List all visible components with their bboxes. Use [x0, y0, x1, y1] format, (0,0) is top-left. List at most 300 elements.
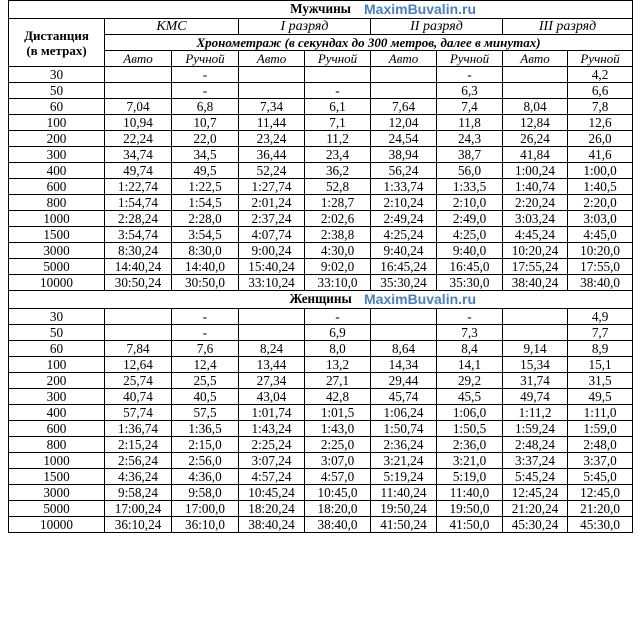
- rank-header-kms: КМС: [105, 19, 239, 35]
- subcol-manual: Ручной: [568, 51, 633, 67]
- time-cell: 1:06,24: [371, 405, 437, 421]
- distance-cell: 600: [9, 179, 105, 195]
- time-cell: 41:50,24: [371, 517, 437, 533]
- time-cell: 3:07,0: [305, 453, 371, 469]
- time-cell: 4,9: [568, 309, 633, 325]
- men-row: [9, 211, 633, 227]
- time-cell: 7,04: [105, 99, 172, 115]
- time-cell: 6,1: [305, 99, 371, 115]
- time-cell: 2:49,24: [371, 211, 437, 227]
- time-cell: 1:00,0: [568, 163, 633, 179]
- time-cell: 49,5: [568, 389, 633, 405]
- time-cell: 13,44: [239, 357, 305, 373]
- time-cell: -: [172, 67, 239, 83]
- women-row: [9, 357, 633, 373]
- time-cell: 2:56,0: [172, 453, 239, 469]
- time-cell: 3:03,24: [503, 211, 568, 227]
- time-cell: 36:10,0: [172, 517, 239, 533]
- time-cell: 14:40,24: [105, 259, 172, 275]
- time-cell: 8:30,24: [105, 243, 172, 259]
- women-row: [9, 437, 633, 453]
- men-row: [9, 131, 633, 147]
- time-cell: 31,74: [503, 373, 568, 389]
- time-cell: 7,64: [371, 99, 437, 115]
- distance-cell: 400: [9, 405, 105, 421]
- time-cell: 24,54: [371, 131, 437, 147]
- time-cell: 17:00,0: [172, 501, 239, 517]
- time-cell: 3:37,24: [503, 453, 568, 469]
- men-title-cell: [9, 1, 633, 19]
- time-cell: 14,34: [371, 357, 437, 373]
- time-cell: 1:50,5: [437, 421, 503, 437]
- women-row: [9, 485, 633, 501]
- time-cell: 7,3: [437, 325, 503, 341]
- distance-cell: 100: [9, 357, 105, 373]
- time-cell: 1:33,5: [437, 179, 503, 195]
- distance-cell: 800: [9, 195, 105, 211]
- time-cell: 1:01,74: [239, 405, 305, 421]
- time-cell: 2:48,0: [568, 437, 633, 453]
- subcol-auto: Авто: [371, 51, 437, 67]
- time-cell: 1:54,74: [105, 195, 172, 211]
- time-cell: 9:58,24: [105, 485, 172, 501]
- time-cell: 1:40,74: [503, 179, 568, 195]
- time-cell: 1:00,24: [503, 163, 568, 179]
- time-cell: 23,24: [239, 131, 305, 147]
- women-row: [9, 325, 633, 341]
- men-row: [9, 163, 633, 179]
- rank-header-3: III разряд: [503, 19, 633, 35]
- time-cell: 4:30,0: [305, 243, 371, 259]
- time-cell: 4:36,0: [172, 469, 239, 485]
- time-cell: [239, 67, 305, 83]
- distance-cell: 200: [9, 131, 105, 147]
- time-cell: 45:30,0: [568, 517, 633, 533]
- time-cell: 41:50,0: [437, 517, 503, 533]
- time-cell: 11,44: [239, 115, 305, 131]
- time-cell: -: [437, 309, 503, 325]
- time-cell: 26,0: [568, 131, 633, 147]
- time-cell: [105, 309, 172, 325]
- time-cell: 7,7: [568, 325, 633, 341]
- time-cell: 2:37,24: [239, 211, 305, 227]
- time-cell: 31,5: [568, 373, 633, 389]
- time-cell: 49,74: [105, 163, 172, 179]
- time-cell: 4:45,24: [503, 227, 568, 243]
- time-cell: 1:36,74: [105, 421, 172, 437]
- rank-header-row: [9, 19, 633, 35]
- time-cell: 15,34: [503, 357, 568, 373]
- women-row: [9, 341, 633, 357]
- time-cell: 2:10,0: [437, 195, 503, 211]
- time-cell: 3:07,24: [239, 453, 305, 469]
- time-cell: -: [172, 325, 239, 341]
- women-row: [9, 309, 633, 325]
- time-cell: 6,6: [568, 83, 633, 99]
- time-cell: 13,2: [305, 357, 371, 373]
- time-cell: 2:38,8: [305, 227, 371, 243]
- time-cell: 27,34: [239, 373, 305, 389]
- distance-cell: 800: [9, 437, 105, 453]
- rank-header-1: I разряд: [239, 19, 371, 35]
- time-cell: 19:50,0: [437, 501, 503, 517]
- women-row: [9, 405, 633, 421]
- time-cell: [239, 325, 305, 341]
- time-cell: 12:45,24: [503, 485, 568, 501]
- time-cell: 14:40,0: [172, 259, 239, 275]
- time-cell: 9:00,24: [239, 243, 305, 259]
- time-cell: 29,44: [371, 373, 437, 389]
- time-cell: 1:43,0: [305, 421, 371, 437]
- time-cell: 3:54,74: [105, 227, 172, 243]
- time-cell: [371, 309, 437, 325]
- time-cell: 1:54,5: [172, 195, 239, 211]
- distance-cell: 300: [9, 389, 105, 405]
- women-row: [9, 373, 633, 389]
- time-cell: 1:11,0: [568, 405, 633, 421]
- time-cell: 26,24: [503, 131, 568, 147]
- time-cell: 34,5: [172, 147, 239, 163]
- time-cell: 1:01,5: [305, 405, 371, 421]
- time-cell: [105, 325, 172, 341]
- time-cell: [503, 309, 568, 325]
- time-cell: 16:45,0: [437, 259, 503, 275]
- time-cell: 1:33,74: [371, 179, 437, 195]
- time-cell: 2:36,0: [437, 437, 503, 453]
- men-table-body: [9, 67, 633, 291]
- time-cell: [239, 83, 305, 99]
- time-cell: 6,3: [437, 83, 503, 99]
- time-cell: 36:10,24: [105, 517, 172, 533]
- time-cell: 3:21,24: [371, 453, 437, 469]
- watermark-top: MaximBuvalin.ru: [364, 1, 477, 17]
- men-row: [9, 195, 633, 211]
- rank-header-2: II разряд: [371, 19, 503, 35]
- men-row: [9, 243, 633, 259]
- distance-cell: 300: [9, 147, 105, 163]
- time-cell: 12,6: [568, 115, 633, 131]
- time-cell: 38:40,24: [239, 517, 305, 533]
- time-cell: 41,6: [568, 147, 633, 163]
- time-cell: 57,74: [105, 405, 172, 421]
- time-cell: 38,7: [437, 147, 503, 163]
- time-cell: 11:40,24: [371, 485, 437, 501]
- time-cell: -: [437, 67, 503, 83]
- time-cell: 38:40,0: [568, 275, 633, 291]
- time-cell: 16:45,24: [371, 259, 437, 275]
- time-cell: 56,0: [437, 163, 503, 179]
- time-cell: 9,14: [503, 341, 568, 357]
- time-cell: 15:40,24: [239, 259, 305, 275]
- time-cell: 14,1: [437, 357, 503, 373]
- time-cell: 1:22,5: [172, 179, 239, 195]
- time-cell: 12,04: [371, 115, 437, 131]
- time-cell: 38:40,24: [503, 275, 568, 291]
- men-row: [9, 227, 633, 243]
- time-cell: 49,74: [503, 389, 568, 405]
- time-cell: 4:57,0: [305, 469, 371, 485]
- time-cell: 34,74: [105, 147, 172, 163]
- time-cell: [105, 83, 172, 99]
- distance-cell: 3000: [9, 485, 105, 501]
- time-cell: 11,8: [437, 115, 503, 131]
- time-cell: 7,4: [437, 99, 503, 115]
- time-cell: 21:20,24: [503, 501, 568, 517]
- time-cell: 7,6: [172, 341, 239, 357]
- time-cell: 9:40,0: [437, 243, 503, 259]
- time-cell: 4:07,74: [239, 227, 305, 243]
- time-cell: 43,04: [239, 389, 305, 405]
- time-cell: 2:15,0: [172, 437, 239, 453]
- time-cell: 10:45,24: [239, 485, 305, 501]
- time-cell: 36,2: [305, 163, 371, 179]
- time-cell: 2:15,24: [105, 437, 172, 453]
- subcol-auto: Авто: [105, 51, 172, 67]
- men-row: [9, 147, 633, 163]
- time-cell: 11,2: [305, 131, 371, 147]
- time-cell: 4:45,0: [568, 227, 633, 243]
- time-cell: 38,94: [371, 147, 437, 163]
- time-cell: 49,5: [172, 163, 239, 179]
- distance-label-line1: Дистанция: [24, 27, 89, 43]
- time-cell: 1:11,2: [503, 405, 568, 421]
- time-cell: 42,8: [305, 389, 371, 405]
- time-cell: 2:02,6: [305, 211, 371, 227]
- subcol-auto: Авто: [239, 51, 305, 67]
- men-title: Мужчины: [290, 1, 351, 16]
- distance-cell: 10000: [9, 517, 105, 533]
- time-cell: 2:20,24: [503, 195, 568, 211]
- time-cell: 4:36,24: [105, 469, 172, 485]
- time-cell: 52,24: [239, 163, 305, 179]
- time-cell: 52,8: [305, 179, 371, 195]
- time-cell: 7,34: [239, 99, 305, 115]
- time-cell: 2:36,24: [371, 437, 437, 453]
- distance-cell: 1000: [9, 453, 105, 469]
- time-cell: -: [305, 309, 371, 325]
- time-cell: 5:19,24: [371, 469, 437, 485]
- timing-note: Хронометраж (в секундах до 300 метров, далее в минутах): [105, 35, 633, 51]
- distance-cell: 60: [9, 99, 105, 115]
- time-cell: 12:45,0: [568, 485, 633, 501]
- time-cell: 30:50,24: [105, 275, 172, 291]
- time-cell: 1:22,74: [105, 179, 172, 195]
- time-cell: 2:28,0: [172, 211, 239, 227]
- time-cell: 2:56,24: [105, 453, 172, 469]
- time-cell: 9:58,0: [172, 485, 239, 501]
- time-cell: 1:27,74: [239, 179, 305, 195]
- women-title-cell: [9, 291, 633, 309]
- time-cell: -: [305, 83, 371, 99]
- men-row: [9, 275, 633, 291]
- men-row: [9, 99, 633, 115]
- time-cell: 25,74: [105, 373, 172, 389]
- time-cell: [305, 67, 371, 83]
- time-cell: 10:20,0: [568, 243, 633, 259]
- distance-cell: 50: [9, 325, 105, 341]
- time-cell: [371, 83, 437, 99]
- distance-cell: 5000: [9, 259, 105, 275]
- time-cell: 38:40,0: [305, 517, 371, 533]
- men-row: [9, 115, 633, 131]
- time-cell: 27,1: [305, 373, 371, 389]
- distance-cell: 5000: [9, 501, 105, 517]
- distance-cell: 50: [9, 83, 105, 99]
- time-cell: 2:01,24: [239, 195, 305, 211]
- time-cell: 17:55,24: [503, 259, 568, 275]
- time-cell: 22,0: [172, 131, 239, 147]
- distance-cell: 30: [9, 67, 105, 83]
- time-cell: [503, 325, 568, 341]
- time-cell: 40,5: [172, 389, 239, 405]
- time-cell: 18:20,0: [305, 501, 371, 517]
- time-cell: 41,84: [503, 147, 568, 163]
- women-section-header: [9, 291, 633, 309]
- time-cell: 56,24: [371, 163, 437, 179]
- time-cell: 21:20,0: [568, 501, 633, 517]
- women-title: Женщины: [289, 291, 352, 306]
- time-cell: 8,64: [371, 341, 437, 357]
- time-cell: 2:48,24: [503, 437, 568, 453]
- subcol-manual: Ручной: [172, 51, 239, 67]
- time-cell: 45,5: [437, 389, 503, 405]
- distance-cell: 1000: [9, 211, 105, 227]
- time-cell: 6,8: [172, 99, 239, 115]
- time-cell: 7,1: [305, 115, 371, 131]
- men-row: [9, 83, 633, 99]
- distance-cell: 1500: [9, 469, 105, 485]
- men-row: [9, 179, 633, 195]
- distance-cell: 3000: [9, 243, 105, 259]
- time-cell: 7,8: [568, 99, 633, 115]
- time-cell: 4:25,0: [437, 227, 503, 243]
- women-row: [9, 389, 633, 405]
- time-cell: 10:20,24: [503, 243, 568, 259]
- time-cell: 4,2: [568, 67, 633, 83]
- running-standards-table: [8, 0, 633, 533]
- time-cell: 5:19,0: [437, 469, 503, 485]
- time-cell: [239, 309, 305, 325]
- time-cell: 1:50,74: [371, 421, 437, 437]
- subcol-manual: Ручной: [305, 51, 371, 67]
- distance-cell: 200: [9, 373, 105, 389]
- time-cell: 57,5: [172, 405, 239, 421]
- time-cell: 4:25,24: [371, 227, 437, 243]
- time-cell: 33:10,24: [239, 275, 305, 291]
- time-cell: 6,9: [305, 325, 371, 341]
- time-cell: 4:57,24: [239, 469, 305, 485]
- women-row: [9, 469, 633, 485]
- watermark-middle: MaximBuvalin.ru: [364, 291, 477, 307]
- time-cell: 29,2: [437, 373, 503, 389]
- time-cell: 19:50,24: [371, 501, 437, 517]
- time-cell: 18:20,24: [239, 501, 305, 517]
- time-cell: 8,24: [239, 341, 305, 357]
- time-cell: 8:30,0: [172, 243, 239, 259]
- distance-column-header: [9, 19, 105, 67]
- time-cell: 1:06,0: [437, 405, 503, 421]
- women-row: [9, 501, 633, 517]
- time-cell: [105, 67, 172, 83]
- time-cell: 36,44: [239, 147, 305, 163]
- women-row: [9, 453, 633, 469]
- standards-table-container: [8, 0, 632, 533]
- time-cell: 22,24: [105, 131, 172, 147]
- time-cell: 15,1: [568, 357, 633, 373]
- time-cell: 5:45,0: [568, 469, 633, 485]
- time-cell: 2:25,24: [239, 437, 305, 453]
- women-row: [9, 421, 633, 437]
- time-cell: 35:30,24: [371, 275, 437, 291]
- time-cell: [371, 325, 437, 341]
- distance-cell: 100: [9, 115, 105, 131]
- time-cell: 40,74: [105, 389, 172, 405]
- time-cell: 2:28,24: [105, 211, 172, 227]
- time-cell: 10,7: [172, 115, 239, 131]
- subcol-manual: Ручной: [437, 51, 503, 67]
- time-cell: 35:30,0: [437, 275, 503, 291]
- time-cell: 2:49,0: [437, 211, 503, 227]
- distance-label-line2: (в метрах): [26, 42, 87, 58]
- women-section: [9, 291, 633, 309]
- time-cell: 3:21,0: [437, 453, 503, 469]
- time-cell: 9:02,0: [305, 259, 371, 275]
- time-cell: 12,84: [503, 115, 568, 131]
- time-cell: 2:10,24: [371, 195, 437, 211]
- time-cell: 12,4: [172, 357, 239, 373]
- men-section-header: [9, 1, 633, 19]
- time-cell: [503, 83, 568, 99]
- time-cell: 45,74: [371, 389, 437, 405]
- time-cell: 1:36,5: [172, 421, 239, 437]
- time-cell: 8,0: [305, 341, 371, 357]
- time-cell: 8,9: [568, 341, 633, 357]
- time-cell: 1:59,24: [503, 421, 568, 437]
- time-cell: 11:40,0: [437, 485, 503, 501]
- women-table-body: [9, 309, 633, 533]
- time-cell: 12,64: [105, 357, 172, 373]
- time-cell: 8,4: [437, 341, 503, 357]
- time-cell: 25,5: [172, 373, 239, 389]
- time-cell: 9:40,24: [371, 243, 437, 259]
- time-cell: -: [172, 309, 239, 325]
- men-row: [9, 67, 633, 83]
- time-cell: 8,04: [503, 99, 568, 115]
- distance-cell: 1500: [9, 227, 105, 243]
- time-cell: 2:25,0: [305, 437, 371, 453]
- time-cell: [371, 67, 437, 83]
- time-cell: 33:10,0: [305, 275, 371, 291]
- time-cell: 7,84: [105, 341, 172, 357]
- time-cell: 2:20,0: [568, 195, 633, 211]
- time-cell: 24,3: [437, 131, 503, 147]
- time-cell: 5:45,24: [503, 469, 568, 485]
- distance-cell: 10000: [9, 275, 105, 291]
- time-cell: 1:40,5: [568, 179, 633, 195]
- time-cell: 3:03,0: [568, 211, 633, 227]
- distance-cell: 600: [9, 421, 105, 437]
- time-cell: 3:37,0: [568, 453, 633, 469]
- time-cell: 10:45,0: [305, 485, 371, 501]
- time-cell: 45:30,24: [503, 517, 568, 533]
- time-cell: 10,94: [105, 115, 172, 131]
- time-cell: 1:43,24: [239, 421, 305, 437]
- time-cell: 3:54,5: [172, 227, 239, 243]
- time-cell: 1:28,7: [305, 195, 371, 211]
- time-cell: [503, 67, 568, 83]
- distance-cell: 60: [9, 341, 105, 357]
- women-row: [9, 517, 633, 533]
